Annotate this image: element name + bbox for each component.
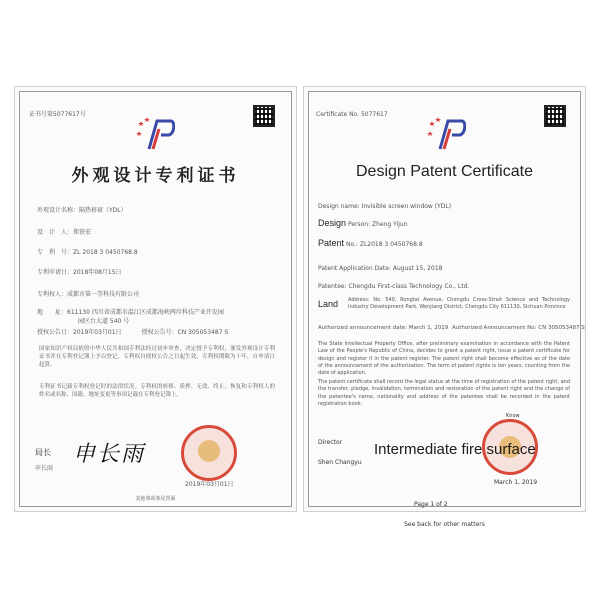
patent-number: No.: ZL2018 3 0450768.8 bbox=[345, 241, 423, 248]
field-value: 郑铁宏 bbox=[73, 229, 92, 236]
director-name: 申长雨 bbox=[35, 465, 54, 472]
field-address bbox=[37, 307, 224, 316]
page-border bbox=[19, 91, 292, 507]
certificate-title: 外观设计专利证书 bbox=[71, 166, 240, 186]
field-label: 授权公告号： bbox=[141, 329, 178, 336]
qr-code-icon bbox=[544, 105, 566, 127]
patentee: Patentee: Chengdu First-class Technology Co., Ltd. bbox=[318, 283, 470, 290]
land-label: Land bbox=[318, 299, 339, 309]
field-patentee bbox=[37, 289, 139, 298]
field-value: ZL 2018 3 0450768.8 bbox=[73, 249, 138, 256]
field-value: 2018年08月15日 bbox=[73, 269, 122, 276]
patent-office-logo-icon bbox=[135, 115, 175, 151]
land-row bbox=[318, 299, 338, 309]
patent-office-logo-icon bbox=[426, 115, 466, 151]
application-date: Patent Application Date: August 15, 2018 bbox=[318, 265, 443, 272]
field-label: 设 计 人： bbox=[37, 229, 74, 236]
certificate-paragraph-2: The patent certificate shall record the legal status at the time of registration of the patent right, and the transfer, pledge, invalidation, termination and restoration of the patent right and the change of the patentee's name, nationality and address of the patentee shall be recorded in the patent registration book. bbox=[318, 379, 570, 407]
page-footer: See back for other matters bbox=[404, 521, 485, 528]
field-value: 成都市第一等科技有限公司 bbox=[67, 291, 140, 298]
signature: 申长雨 bbox=[73, 442, 146, 467]
seal-date: 2019年03月01日 bbox=[185, 481, 234, 488]
director-title: Director bbox=[318, 439, 343, 446]
certificate-number: Certificate No. 5077617 bbox=[316, 111, 388, 118]
field-value: 2019年03月01日 bbox=[73, 329, 122, 336]
official-seal-icon bbox=[181, 425, 237, 481]
field-label: 专 利 号： bbox=[37, 249, 74, 256]
design-row bbox=[318, 218, 408, 228]
patent-label: Patent bbox=[318, 238, 345, 248]
authorized-number: Authorized Announcement No: CN 305053487 S bbox=[452, 325, 585, 331]
field-design-name bbox=[37, 205, 127, 214]
certificate-paragraph-1: 国家知识产权局依照中华人民共和国专利法经过初步审查，决定授予专利权，颁发外观设计专利证书并在专利登记簿上予以登记。专利权自授权公告之日起生效。专利权期限为十年，自申请日起算。 bbox=[39, 346, 275, 368]
field-label: 地 址： bbox=[37, 309, 68, 316]
stamp-text: Know bbox=[506, 413, 520, 419]
design-label: Design bbox=[318, 218, 347, 228]
field-value: 隔热移窗（YDL） bbox=[79, 207, 127, 214]
field-address-line2 bbox=[78, 316, 129, 325]
design-name: Design name: Invisible screen window (YDL) bbox=[318, 203, 452, 210]
overlay-caption: Intermediate fire surface bbox=[374, 441, 536, 458]
field-patent-number bbox=[37, 247, 138, 256]
page-footer: 其他事项参见背面 bbox=[135, 496, 176, 502]
field-designer bbox=[37, 227, 91, 236]
field-value: CN 305053487 S bbox=[177, 329, 229, 336]
authorized-date: Authorized announcement date: March 1, 2019 bbox=[318, 325, 449, 331]
field-label: 授权公告日： bbox=[37, 329, 74, 336]
certificate-paragraph-2: 专利证书记载专利权登记时的法律状况。专利权的转移、质押、无效、终止、恢复和专利权人的姓名或名称、国籍、地址变更等事项记载在专利登记簿上。 bbox=[39, 384, 275, 398]
field-authorization bbox=[37, 327, 228, 336]
field-label: 专利权人： bbox=[37, 291, 68, 298]
director-name: Shen Changyu bbox=[318, 459, 362, 466]
address: Address: No. 540, Rongtai Avenue, Chengdu Cross-Strait Science and Technology Industry Development Park, Wenjiang District, Chengdu City 611130, Sichuan Province bbox=[348, 297, 570, 310]
director-title: 局长 bbox=[35, 448, 51, 457]
field-label: 专利申请日： bbox=[37, 269, 74, 276]
field-label: 外观设计名称： bbox=[37, 207, 80, 214]
certificate-paragraph-1: The State Intellectual Property Office, after preliminary examination in accordance with the Patent Law of the People's Republic of China, decides to grant a patent right, issue a patent certificate for design and register it in the patent register. The patent right shall become effective as of the date of the announcement of the authorization. The term of patent rights is ten years, counting from the date of application. bbox=[318, 341, 570, 377]
certificate-title: Design Patent Certificate bbox=[356, 163, 533, 180]
qr-code-icon bbox=[253, 105, 275, 127]
field-value: 园区台大道 540 号 bbox=[78, 318, 130, 325]
field-application-date bbox=[37, 267, 122, 276]
certificate-number: 证书号第5077617号 bbox=[29, 111, 86, 118]
page-number: Page 1 of 2 bbox=[414, 501, 448, 508]
patent-row bbox=[318, 238, 423, 248]
certificate-page-chinese bbox=[14, 86, 297, 512]
seal-date: March 1, 2019 bbox=[494, 479, 538, 486]
design-person: Person: Zheng Yijun bbox=[347, 221, 408, 228]
field-value: 611130 四川省成都市温江区成都海峡两岸科技产业开发园 bbox=[67, 309, 224, 316]
